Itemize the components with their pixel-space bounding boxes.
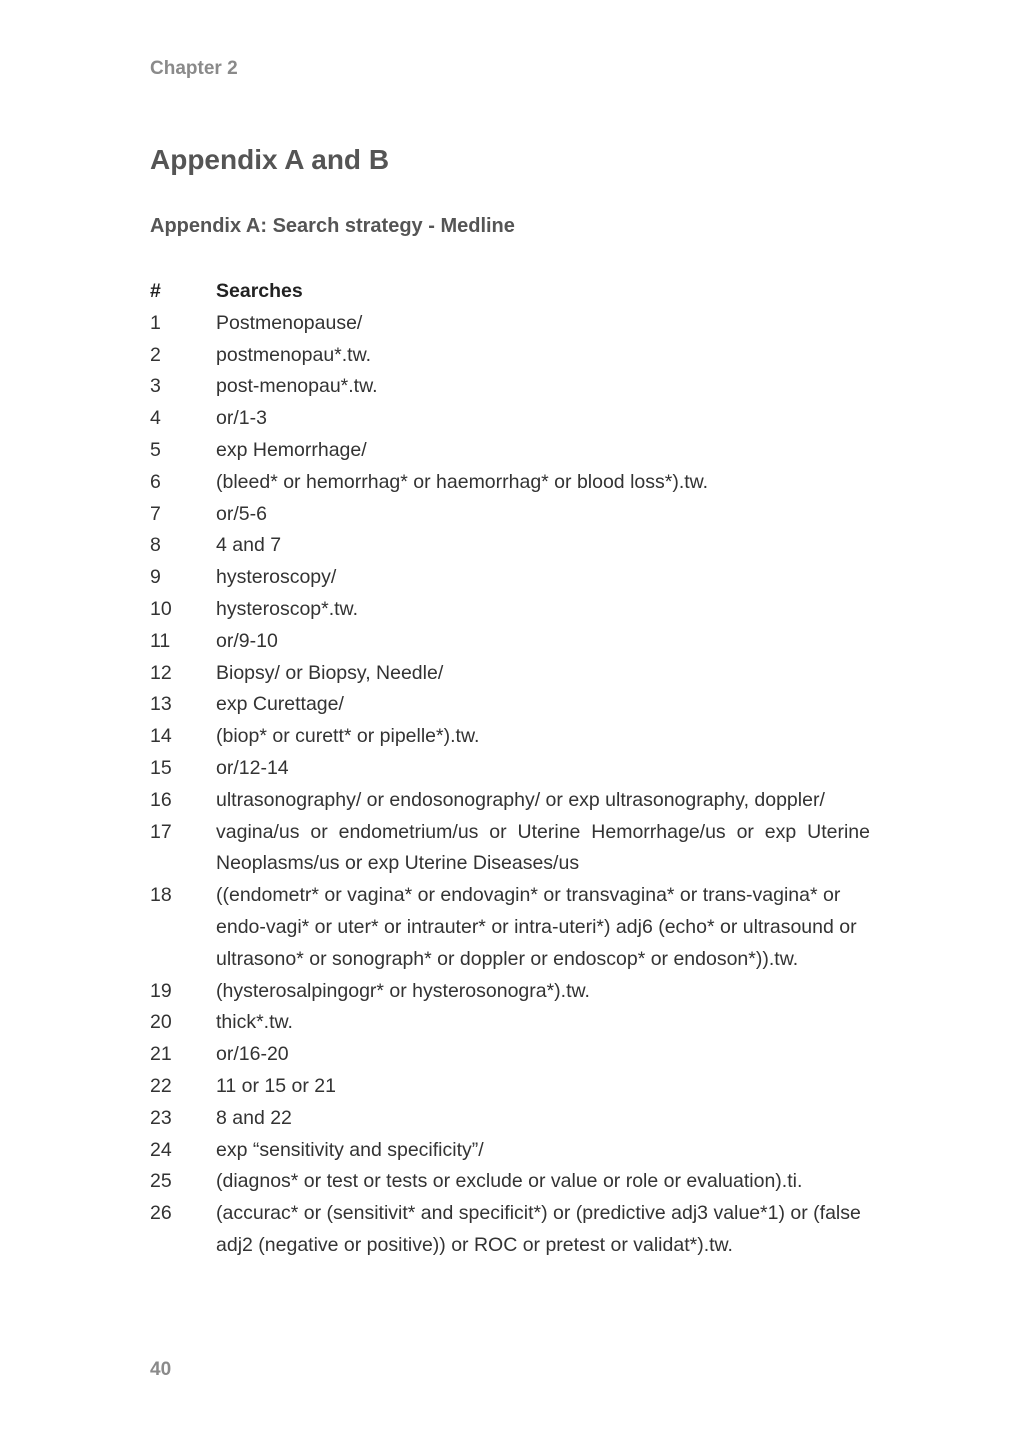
row-number: 20 <box>150 1011 172 1034</box>
row-number: 24 <box>150 1138 172 1161</box>
row-number: 22 <box>150 1074 172 1097</box>
row-search: exp Hemorrhage/ <box>216 438 367 461</box>
table-row <box>150 371 870 403</box>
table-row <box>150 1166 870 1198</box>
row-number: 8 <box>150 534 161 557</box>
row-search: ((endometr* or vagina* or endovagin* or transvagina* or trans-vagina* or endo-vagi* or uter* or intrauter* or intra-uteri*) adj6 (echo* or ultrasound or ultrasono* or sonograph* or doppler or endoscop* or endoson*)).tw. <box>216 884 857 970</box>
search-strategy-table <box>150 276 870 1262</box>
row-search: postmenopau*.tw. <box>216 343 372 366</box>
row-number: 26 <box>150 1202 172 1225</box>
row-number: 5 <box>150 438 161 461</box>
row-search: hysteroscop*.tw. <box>216 597 358 620</box>
row-number: 23 <box>150 1106 172 1129</box>
table-row <box>150 817 870 881</box>
row-search: Postmenopause/ <box>216 311 363 334</box>
row-search: 11 or 15 or 21 <box>216 1074 336 1097</box>
row-search: exp “sensitivity and specificity”/ <box>216 1138 484 1161</box>
row-search: (bleed* or hemorrhag* or haemorrhag* or blood loss*).tw. <box>216 470 709 493</box>
table-row <box>150 435 870 467</box>
page-number: 40 <box>150 1359 172 1380</box>
row-search: 8 and 22 <box>216 1106 292 1129</box>
row-search: or/9-10 <box>216 629 278 652</box>
row-number: 9 <box>150 566 161 589</box>
running-head: Chapter 2 <box>150 58 238 79</box>
row-number: 18 <box>150 884 172 907</box>
row-search: or/16-20 <box>216 1043 289 1066</box>
section-subtitle: Appendix A: Search strategy - Medline <box>150 215 515 237</box>
row-search: post-menopau*.tw. <box>216 375 378 398</box>
row-search: (accurac* or (sensitivit* and specificit*) or (predictive adj3 value*1) or (false adj2 (negative or positive)) or ROC or pretest or validat*).tw. <box>216 1202 861 1256</box>
row-number: 13 <box>150 693 172 716</box>
row-search: Biopsy/ or Biopsy, Needle/ <box>216 661 444 684</box>
row-search: exp Curettage/ <box>216 693 344 716</box>
table-row <box>150 658 870 690</box>
row-number: 17 <box>150 820 172 843</box>
row-number: 12 <box>150 661 172 684</box>
table-row <box>150 562 870 594</box>
row-search: (hysterosalpingogr* or hysterosonogra*).tw. <box>216 979 590 1002</box>
table-row <box>150 689 870 721</box>
row-search: or/1-3 <box>216 407 267 430</box>
row-number: 25 <box>150 1170 172 1193</box>
table-row <box>150 340 870 372</box>
table-row <box>150 753 870 785</box>
row-search: hysteroscopy/ <box>216 566 337 589</box>
row-number: 1 <box>150 311 161 334</box>
table-row <box>150 626 870 658</box>
table-row <box>150 403 870 435</box>
row-search: 4 and 7 <box>216 534 282 557</box>
row-number: 6 <box>150 470 161 493</box>
table-row <box>150 721 870 753</box>
row-number: 16 <box>150 788 172 811</box>
table-row <box>150 308 870 340</box>
row-search: or/12-14 <box>216 756 289 779</box>
table-row <box>150 499 870 531</box>
page-title: Appendix A and B <box>150 144 390 175</box>
table-row <box>150 1135 870 1167</box>
row-number: 7 <box>150 502 161 525</box>
table-row <box>150 1039 870 1071</box>
row-number: 19 <box>150 979 172 1002</box>
row-search: (biop* or curett* or pipelle*).tw. <box>216 725 480 748</box>
table-row <box>150 976 870 1008</box>
row-search: thick*.tw. <box>216 1011 293 1034</box>
table-header-row <box>150 276 870 308</box>
row-number: 2 <box>150 343 161 366</box>
row-number: 21 <box>150 1043 172 1066</box>
header-searches: Searches <box>216 280 303 302</box>
row-number: 15 <box>150 756 172 779</box>
table-row <box>150 1198 870 1262</box>
table-row <box>150 1103 870 1135</box>
table-row <box>150 785 870 817</box>
row-search: ultrasonography/ or endosonography/ or exp ultrasonography, doppler/ <box>216 788 825 811</box>
table-row <box>150 467 870 499</box>
row-search: (diagnos* or test or tests or exclude or value or role or evaluation).ti. <box>216 1170 803 1193</box>
row-search: or/5-6 <box>216 502 267 525</box>
table-row <box>150 594 870 626</box>
row-number: 3 <box>150 375 161 398</box>
table-row <box>150 1071 870 1103</box>
row-number: 11 <box>150 629 171 652</box>
row-search: vagina/us or endometrium/us or Uterine Hemorrhage/us or exp Uterine Neoplasms/us or exp Uterine Diseases/us <box>216 820 870 875</box>
table-row <box>150 1007 870 1039</box>
row-number: 10 <box>150 597 172 620</box>
row-number: 4 <box>150 407 161 430</box>
table-row <box>150 880 870 975</box>
header-num: # <box>150 280 161 302</box>
table-row <box>150 530 870 562</box>
row-number: 14 <box>150 725 172 748</box>
